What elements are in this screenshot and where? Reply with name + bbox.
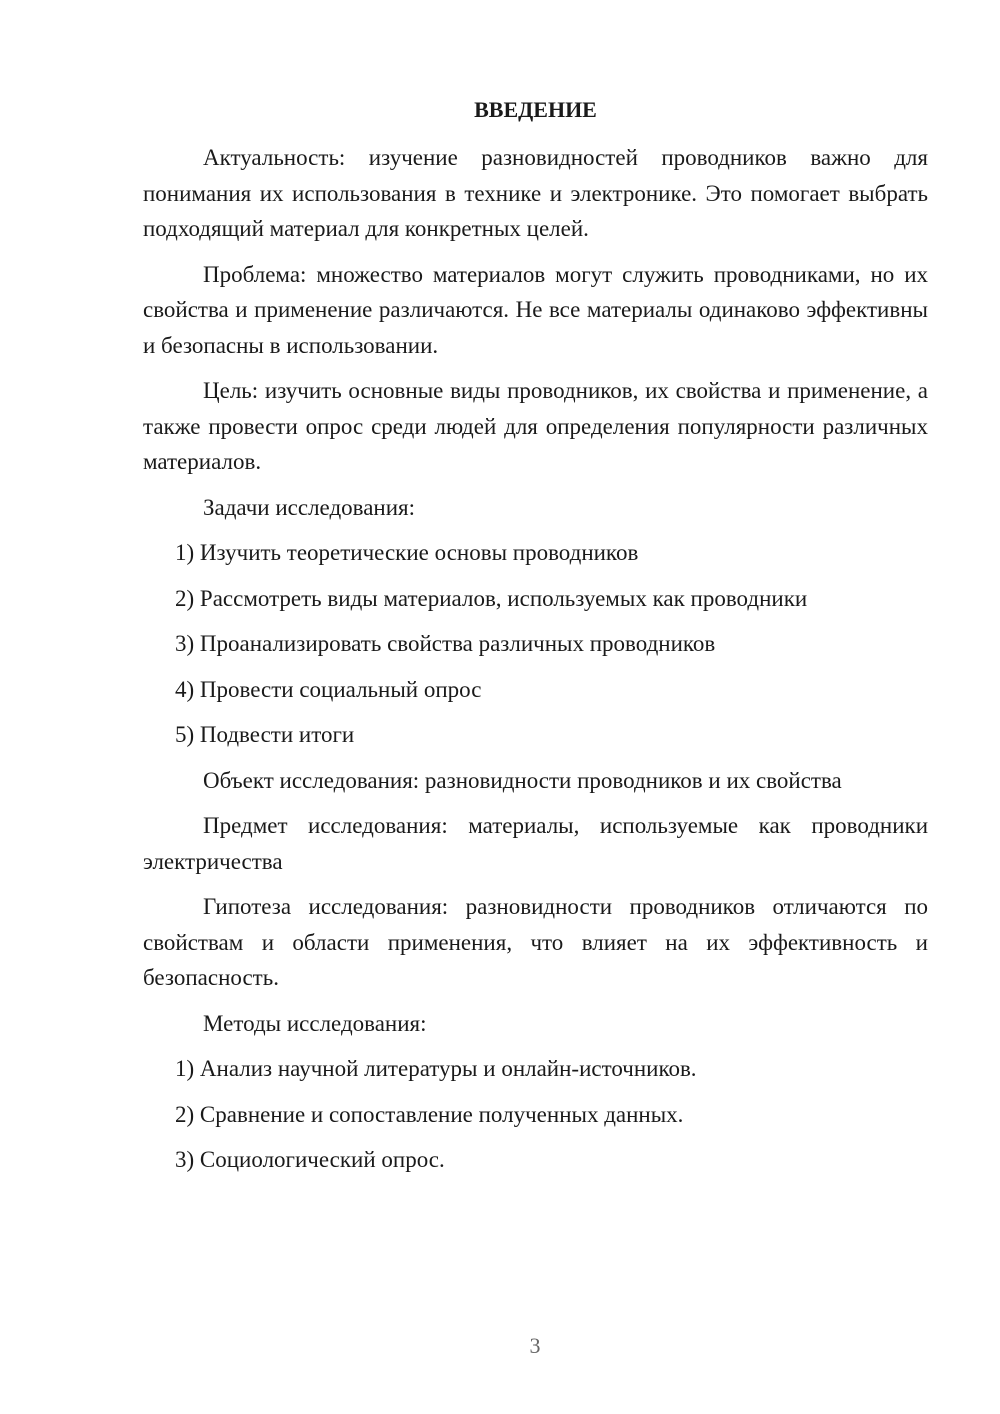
- page-number: 3: [529, 1333, 541, 1358]
- tasks-list: [143, 535, 928, 753]
- list-item: 1) Анализ научной литературы и онлайн-источников.: [175, 1056, 697, 1081]
- tasks-heading: Задачи исследования:: [203, 494, 416, 520]
- subject-paragraph: Предмет исследования: материалы, используемые как проводники электричества: [143, 813, 928, 874]
- methods-heading: Методы исследования:: [203, 1010, 427, 1036]
- list-item: 5) Подвести итоги: [175, 722, 355, 747]
- hypothesis-paragraph: Гипотеза исследования: разновидности проводников отличаются по свойствам и области применения, что влияет на их эффективность и безопасность.: [143, 894, 928, 990]
- list-item: 4) Провести социальный опрос: [175, 676, 482, 702]
- list-item: 1) Изучить теоретические основы проводников: [175, 540, 639, 565]
- page-content: [143, 92, 928, 1188]
- section-title: ВВЕДЕНИЕ: [474, 97, 597, 122]
- list-item: 2) Сравнение и сопоставление полученных данных.: [175, 1101, 684, 1127]
- methods-list: [143, 1051, 928, 1178]
- list-item: 3) Проанализировать свойства различных проводников: [175, 631, 716, 656]
- problem-paragraph: Проблема: множество материалов могут служить проводниками, но их свойства и применение различаются. Не все материалы одинаково эффективны и безопасны в использовании.: [143, 261, 928, 358]
- goal-paragraph: Цель: изучить основные виды проводников, их свойства и применение, а также провести опрос среди людей для определения популярности различных материалов.: [143, 378, 928, 474]
- object-paragraph: Объект исследования: разновидности проводников и их свойства: [203, 767, 842, 793]
- relevance-paragraph: Актуальность: изучение разновидностей проводников важно для понимания их использования в технике и электронике. Это помогает выбрать подходящий материал для конкретных целей.: [143, 145, 928, 241]
- list-item: 2) Рассмотреть виды материалов, используемых как проводники: [175, 585, 808, 611]
- list-item: 3) Социологический опрос.: [175, 1147, 445, 1172]
